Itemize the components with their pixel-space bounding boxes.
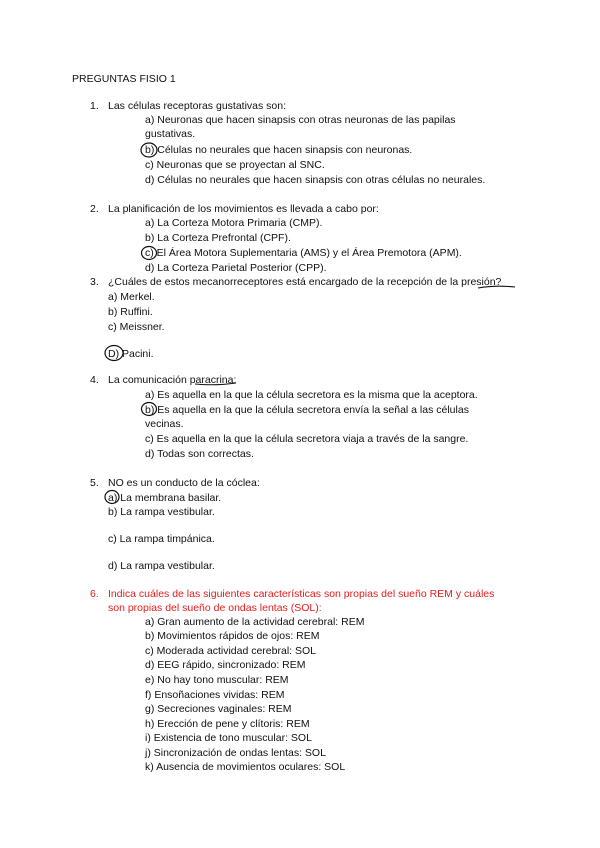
option-2b: b) La Corteza Prefrontal (CPF). xyxy=(145,232,291,244)
option-3b: b) Ruffini. xyxy=(108,306,153,318)
option-4a: a) Es aquella en la que la célula secretora es la misma que la aceptora. xyxy=(145,389,478,401)
question-6-text-line-1: Indica cuáles de las siguientes características son propias del sueño REM y cuáles xyxy=(108,588,495,600)
question-1-number: 1. xyxy=(90,100,99,112)
item-6f: f) Ensoñaciones vividas: REM xyxy=(145,689,285,701)
option-5a: a) La membrana basilar. xyxy=(108,492,222,504)
option-5c: c) La rampa timpánica. xyxy=(108,533,215,545)
option-4b: b) Es aquella en la que la célula secretora envía la señal a las células xyxy=(145,404,469,416)
option-2d: d) La Corteza Parietal Posterior (CPP). xyxy=(145,262,327,274)
question-2-number: 2. xyxy=(90,203,99,215)
option-5b: b) La rampa vestibular. xyxy=(108,506,215,518)
question-4-number: 4. xyxy=(90,374,99,386)
option-2a: a) La Corteza Motora Primaria (CMP). xyxy=(145,217,323,229)
item-6b: b) Movimientos rápidos de ojos: REM xyxy=(145,630,320,642)
option-4b-continued: vecinas. xyxy=(145,418,184,430)
question-3-number: 3. xyxy=(90,276,99,288)
option-1a-continued: gustativas. xyxy=(145,128,196,140)
question-2-text: La planificación de los movimientos es llevada a cabo por: xyxy=(108,203,379,215)
question-3-text: ¿Cuáles de estos mecanorreceptores está encargado de la recepción de la presión? xyxy=(108,276,502,288)
document-title: PREGUNTAS FISIO 1 xyxy=(72,73,176,85)
option-1b: b) Células no neurales que hacen sinapsis con neuronas. xyxy=(145,144,413,156)
item-6h: h) Erección de pene y clítoris: REM xyxy=(145,718,310,730)
item-6g: g) Secreciones vaginales: REM xyxy=(145,703,292,715)
item-6i: i) Existencia de tono muscular: SOL xyxy=(145,732,312,744)
option-3c: c) Meissner. xyxy=(108,321,165,333)
item-6j: j) Sincronización de ondas lentas: SOL xyxy=(145,747,326,759)
question-6-number: 6. xyxy=(90,588,99,600)
item-6a: a) Gran aumento de la actividad cerebral: REM xyxy=(145,616,365,628)
option-3a: a) Merkel. xyxy=(108,291,155,303)
option-1c: c) Neuronas que se proyectan al SNC. xyxy=(145,159,325,171)
option-4d: d) Todas son correctas. xyxy=(145,448,254,460)
option-4c: c) Es aquella en la que la célula secretora viaja a través de la sangre. xyxy=(145,433,469,445)
item-6c: c) Moderada actividad cerebral: SOL xyxy=(145,645,316,657)
option-3d: D) Pacini. xyxy=(108,348,154,360)
question-1-text: Las células receptoras gustativas son: xyxy=(108,100,287,112)
question-4-text: La comunicación paracrina: xyxy=(108,374,237,386)
question-6-text-line-2: son propias del sueño de ondas lentas (SOL): xyxy=(108,602,322,614)
option-1d: d) Células no neurales que hacen sinapsis con otras células no neurales. xyxy=(145,174,486,186)
question-5-text: NO es un conducto de la cóclea: xyxy=(108,477,260,489)
question-5-number: 5. xyxy=(90,477,99,489)
item-6d: d) EEG rápido, sincronizado: REM xyxy=(145,659,306,671)
option-1a: a) Neuronas que hacen sinapsis con otras neuronas de las papilas xyxy=(145,114,456,126)
item-6e: e) No hay tono muscular: REM xyxy=(145,674,289,686)
item-6k: k) Ausencia de movimientos oculares: SOL xyxy=(145,761,346,773)
option-5d: d) La rampa vestibular. xyxy=(108,560,215,572)
option-2c: c) El Área Motora Suplementaria (AMS) y el Área Premotora (APM). xyxy=(145,247,462,259)
